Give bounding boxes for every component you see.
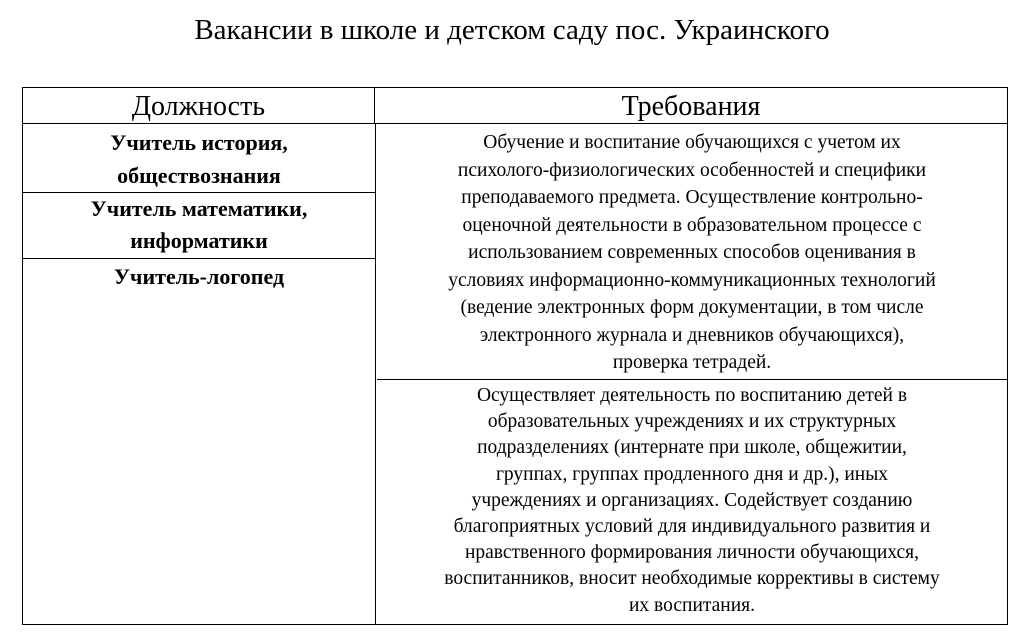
position-cell-math — [23, 193, 375, 259]
requirement-line: Осуществляет деятельность по воспитанию детей в — [476, 385, 908, 406]
requirement-line: группах, группах продленного дня и др.), иных — [495, 463, 889, 485]
requirement-line: благоприятных условий для индивидуального развития и — [453, 516, 931, 538]
requirements-cell-educator — [377, 383, 1007, 624]
requirement-line: Обучение и воспитание обучающихся с учетом их — [483, 132, 901, 153]
page-title: Вакансии в школе и детском саду пос. Украинского — [194, 14, 830, 46]
requirement-line: образовательных учреждениях и их структурных — [487, 411, 897, 433]
requirement-line: использованием современных способов оценивания в — [468, 242, 916, 263]
requirement-line: оценочной деятельности в образовательном процессе с — [462, 214, 922, 236]
requirement-line: нравственного формирования личности обучающихся, — [464, 542, 920, 564]
position-cell-history — [23, 126, 375, 193]
column-divider — [375, 124, 376, 624]
header-requirements: Требования — [375, 88, 1007, 124]
vacancies-table — [22, 87, 1008, 625]
requirement-line: электронного журнала и дневников обучающихся), — [479, 324, 905, 346]
requirement-line: их воспитания. — [628, 594, 756, 616]
position-line: обществознания — [117, 163, 281, 188]
header-position: Должность — [23, 88, 375, 124]
requirement-line: условиях информационно-коммуникационных технологий — [448, 269, 936, 291]
requirement-line: проверка тетрадей. — [612, 352, 772, 373]
requirement-line: (ведение электронных форм документации, в том числе — [460, 297, 924, 318]
position-cell-speech-therapist — [23, 260, 375, 300]
position-line: Учитель математики, — [90, 196, 308, 221]
position-line: Учитель история, — [110, 130, 288, 155]
requirement-line: учреждениях и организациях. Содействует созданию — [471, 489, 913, 511]
requirement-line: преподаваемого предмета. Осуществление контрольно- — [461, 187, 923, 208]
requirements-cell-teachers — [377, 129, 1007, 380]
requirement-line: психолого-физиологических особенностей и специфики — [457, 159, 927, 181]
position-line: Учитель-логопед — [113, 264, 285, 289]
requirement-line: подразделениях (интернате при школе, общежитии, — [477, 437, 907, 459]
position-line: информатики — [130, 228, 268, 253]
requirement-line: воспитанников, вносит необходимые коррективы в систему — [444, 568, 940, 590]
